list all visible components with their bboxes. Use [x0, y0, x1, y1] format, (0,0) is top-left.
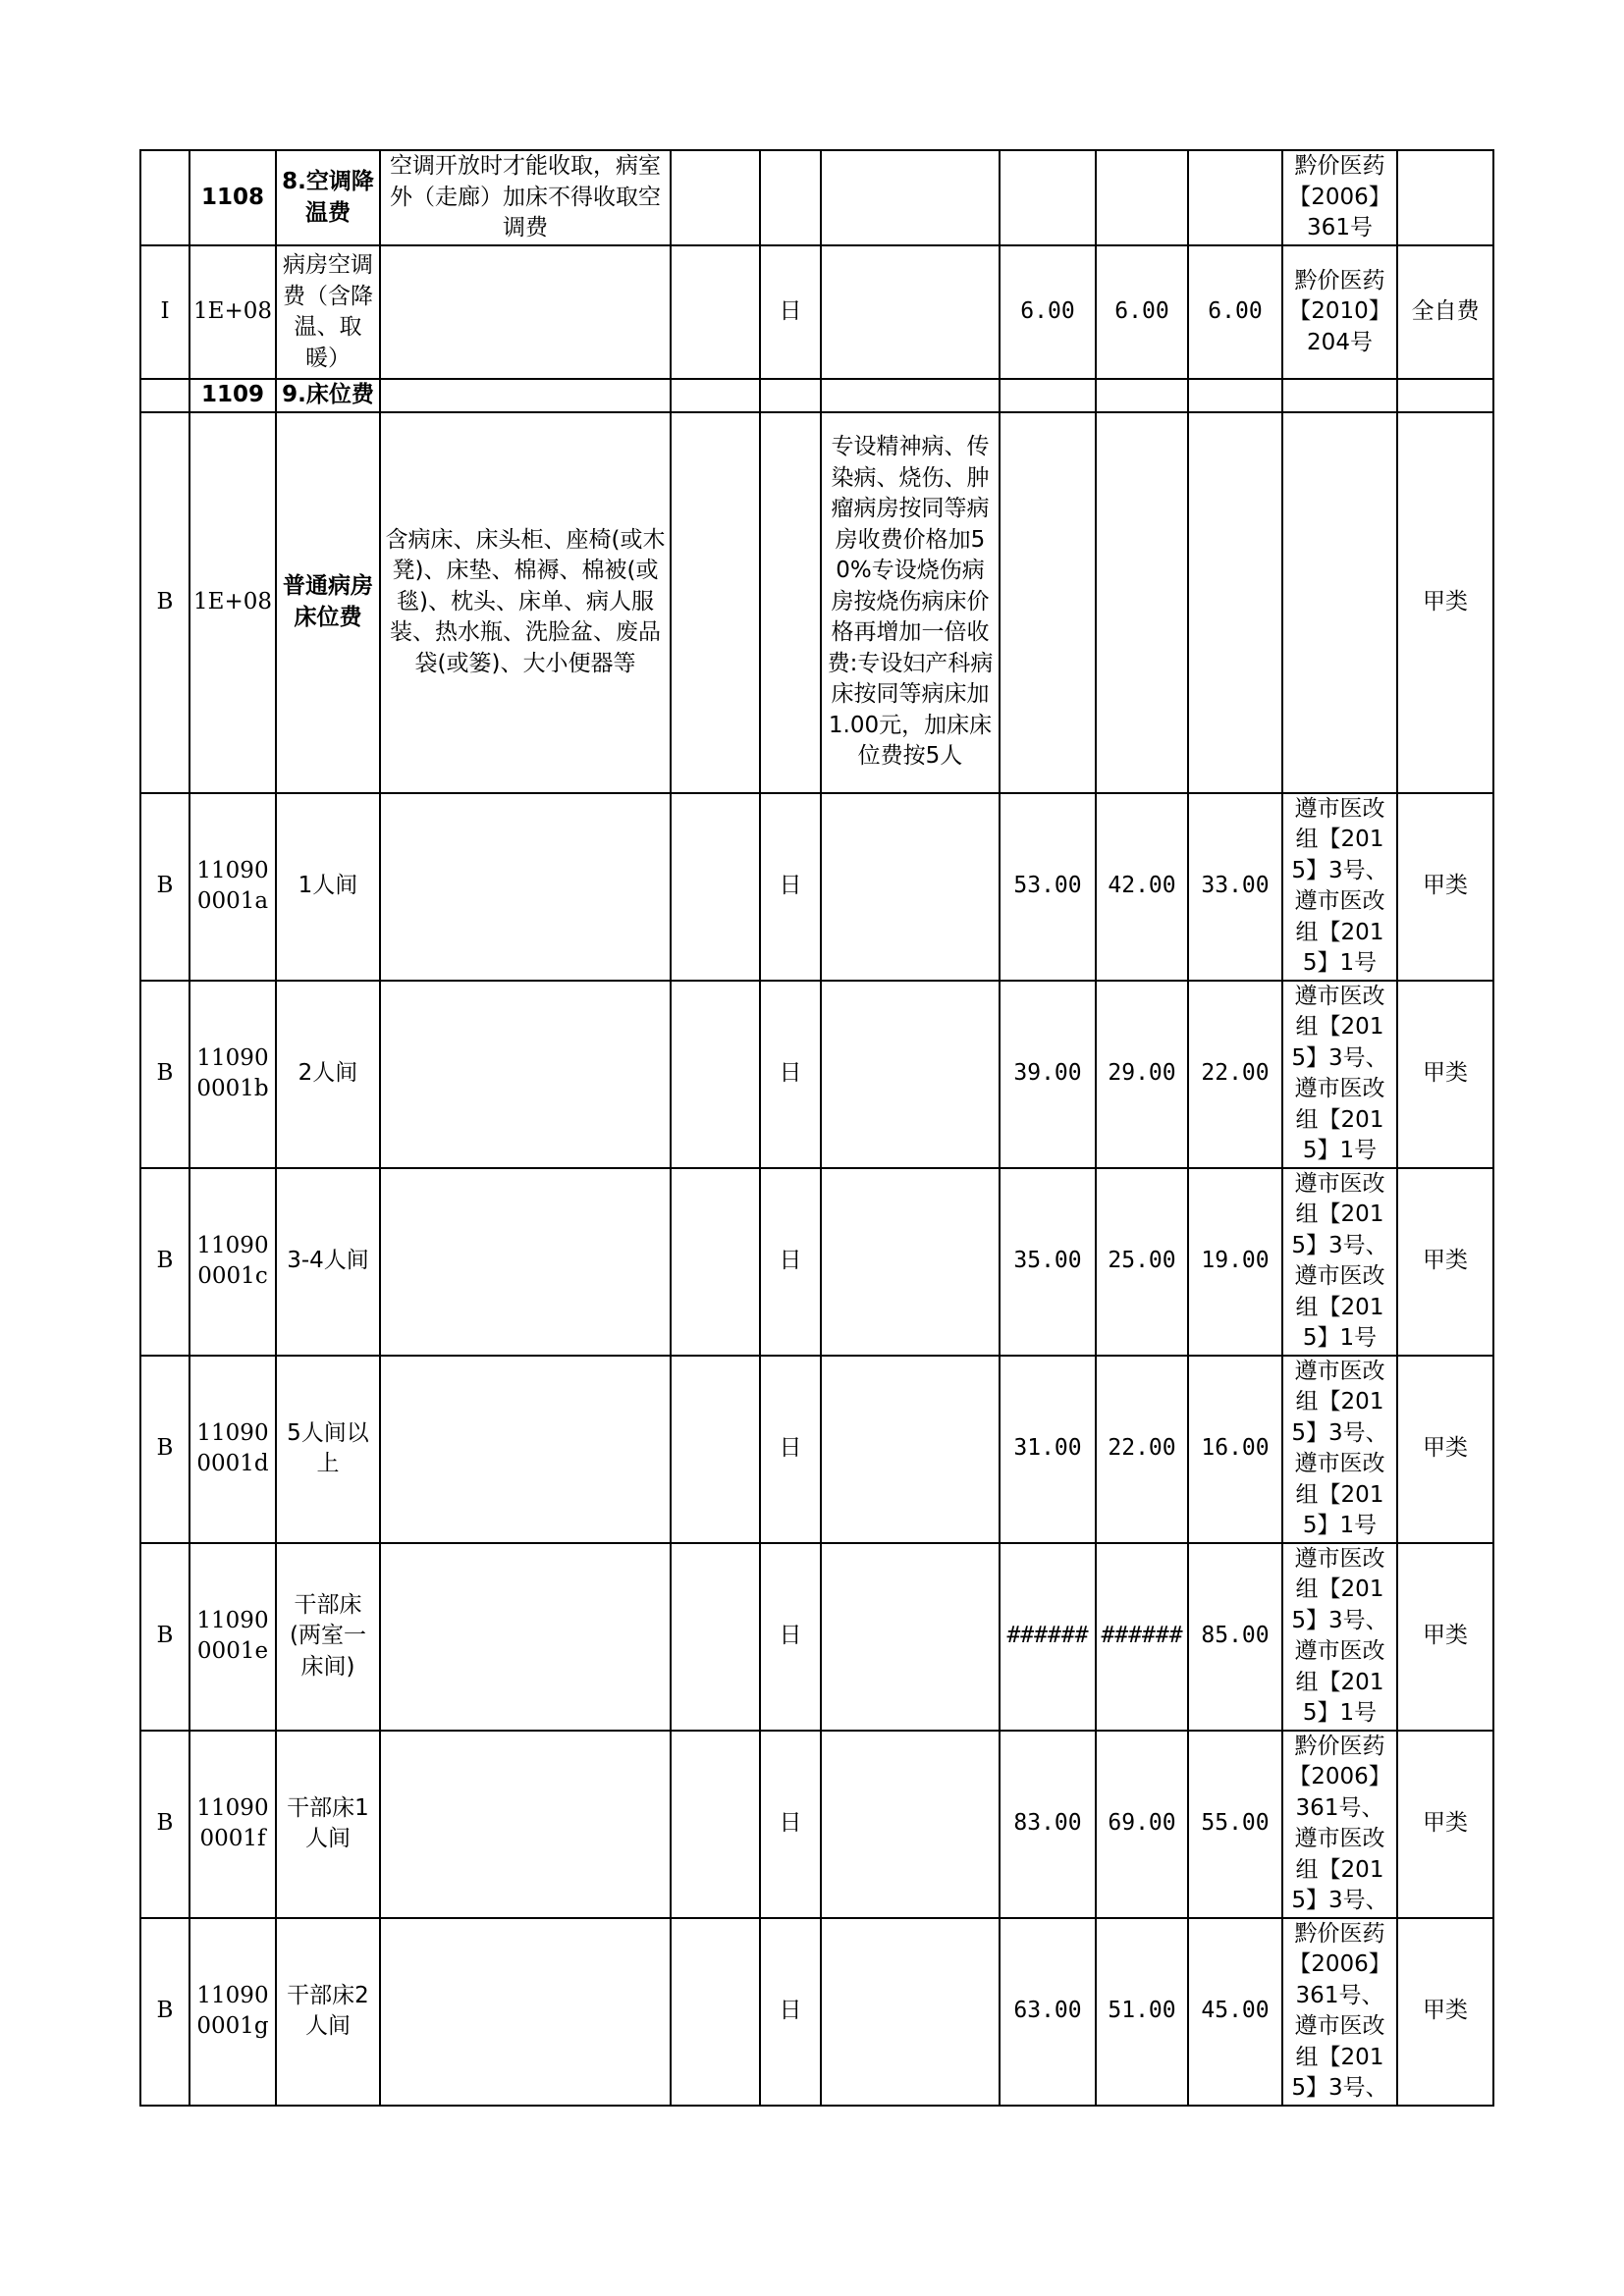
- content-cell: 空调开放时才能收取，病室外（走廊）加床不得收取空调费: [380, 150, 671, 245]
- code-cell: 1E+08: [189, 412, 276, 793]
- item-name-cell: 8.空调降温费: [276, 150, 380, 245]
- exclude-cell: [671, 1543, 760, 1731]
- item-name-cell: 1人间: [276, 793, 380, 981]
- basis-cell: [1282, 412, 1397, 793]
- item-name-cell: 9.床位费: [276, 379, 380, 412]
- note-cell: [821, 981, 1000, 1168]
- content-cell: 含病床、床头柜、座椅(或木凳)、床垫、棉褥、棉被(或毯)、枕头、床单、病人服装、热水瓶、洗脸盆、废品袋(或篓)、大小便器等: [380, 412, 671, 793]
- unit-cell: 日: [760, 1356, 821, 1543]
- exclude-cell: [671, 1356, 760, 1543]
- category-cell: B: [140, 1731, 189, 1918]
- note-cell: [821, 1918, 1000, 2106]
- category-cell: B: [140, 1918, 189, 2106]
- price-level-2-cell: 25.00: [1096, 1168, 1188, 1356]
- content-cell: [380, 379, 671, 412]
- basis-cell: 遵市医改组【2015】3号、遵市医改组【2015】1号: [1282, 981, 1397, 1168]
- exclude-cell: [671, 981, 760, 1168]
- insurance-cell: 全自费: [1397, 245, 1493, 379]
- basis-cell: 遵市医改组【2015】3号、遵市医改组【2015】1号: [1282, 1356, 1397, 1543]
- content-cell: [380, 1168, 671, 1356]
- price-level-3-cell: 16.00: [1188, 1356, 1282, 1543]
- note-cell: [821, 1543, 1000, 1731]
- exclude-cell: [671, 1168, 760, 1356]
- code-cell: 1109: [189, 379, 276, 412]
- insurance-cell: 甲类: [1397, 1168, 1493, 1356]
- price-level-2-cell: 51.00: [1096, 1918, 1188, 2106]
- item-name-cell: 干部床1人间: [276, 1731, 380, 1918]
- exclude-cell: [671, 793, 760, 981]
- category-cell: [140, 150, 189, 245]
- code-cell: 110900001a: [189, 793, 276, 981]
- category-cell: B: [140, 1356, 189, 1543]
- code-cell: 1108: [189, 150, 276, 245]
- price-level-3-cell: 33.00: [1188, 793, 1282, 981]
- category-cell: B: [140, 1543, 189, 1731]
- category-cell: [140, 379, 189, 412]
- basis-cell: 黔价医药【2006】361号: [1282, 150, 1397, 245]
- unit-cell: [760, 412, 821, 793]
- basis-cell: 黔价医药【2006】361号、遵市医改组【2015】3号、: [1282, 1731, 1397, 1918]
- item-name-cell: 干部床2人间: [276, 1918, 380, 2106]
- price-level-2-cell: 22.00: [1096, 1356, 1188, 1543]
- price-level-2-cell: 6.00: [1096, 245, 1188, 379]
- code-cell: 1E+08: [189, 245, 276, 379]
- note-cell: [821, 1356, 1000, 1543]
- price-level-1-cell: 31.00: [1000, 1356, 1096, 1543]
- item-name-cell: 3-4人间: [276, 1168, 380, 1356]
- basis-cell: 遵市医改组【2015】3号、遵市医改组【2015】1号: [1282, 793, 1397, 981]
- table-row: [140, 1918, 1493, 2106]
- basis-cell: 遵市医改组【2015】3号、遵市医改组【2015】1号: [1282, 1168, 1397, 1356]
- basis-cell: [1282, 379, 1397, 412]
- note-cell: [821, 1168, 1000, 1356]
- table-row: [140, 1731, 1493, 1918]
- insurance-cell: 甲类: [1397, 981, 1493, 1168]
- category-cell: B: [140, 981, 189, 1168]
- price-level-2-cell: ######: [1096, 1543, 1188, 1731]
- price-level-1-cell: [1000, 150, 1096, 245]
- code-cell: 110900001c: [189, 1168, 276, 1356]
- category-cell: B: [140, 1168, 189, 1356]
- price-level-1-cell: [1000, 412, 1096, 793]
- price-level-3-cell: [1188, 412, 1282, 793]
- price-level-2-cell: 69.00: [1096, 1731, 1188, 1918]
- category-cell: B: [140, 412, 189, 793]
- exclude-cell: [671, 1731, 760, 1918]
- content-cell: [380, 981, 671, 1168]
- price-level-3-cell: 55.00: [1188, 1731, 1282, 1918]
- insurance-cell: 甲类: [1397, 1918, 1493, 2106]
- price-level-2-cell: [1096, 379, 1188, 412]
- code-cell: 110900001b: [189, 981, 276, 1168]
- unit-cell: 日: [760, 1731, 821, 1918]
- price-table: [139, 149, 1494, 2107]
- unit-cell: 日: [760, 1168, 821, 1356]
- price-level-3-cell: 85.00: [1188, 1543, 1282, 1731]
- table-row: [140, 245, 1493, 379]
- note-cell: [821, 793, 1000, 981]
- exclude-cell: [671, 150, 760, 245]
- insurance-cell: 甲类: [1397, 1543, 1493, 1731]
- price-level-1-cell: 35.00: [1000, 1168, 1096, 1356]
- insurance-cell: 甲类: [1397, 1356, 1493, 1543]
- price-level-2-cell: 42.00: [1096, 793, 1188, 981]
- note-cell: [821, 379, 1000, 412]
- table-row: [140, 379, 1493, 412]
- unit-cell: 日: [760, 1543, 821, 1731]
- table-row: [140, 981, 1493, 1168]
- price-level-2-cell: [1096, 412, 1188, 793]
- content-cell: [380, 245, 671, 379]
- item-name-cell: 病房空调费（含降温、取暖）: [276, 245, 380, 379]
- content-cell: [380, 1918, 671, 2106]
- price-level-3-cell: 45.00: [1188, 1918, 1282, 2106]
- price-level-2-cell: 29.00: [1096, 981, 1188, 1168]
- item-name-cell: 干部床(两室一床间): [276, 1543, 380, 1731]
- insurance-cell: 甲类: [1397, 793, 1493, 981]
- price-level-3-cell: 6.00: [1188, 245, 1282, 379]
- price-level-3-cell: [1188, 379, 1282, 412]
- category-cell: B: [140, 793, 189, 981]
- table-row: [140, 1168, 1493, 1356]
- table-row: [140, 412, 1493, 793]
- unit-cell: 日: [760, 245, 821, 379]
- insurance-cell: [1397, 150, 1493, 245]
- basis-cell: 黔价医药【2010】204号: [1282, 245, 1397, 379]
- exclude-cell: [671, 245, 760, 379]
- price-level-3-cell: [1188, 150, 1282, 245]
- basis-cell: 黔价医药【2006】361号、遵市医改组【2015】3号、: [1282, 1918, 1397, 2106]
- exclude-cell: [671, 1918, 760, 2106]
- price-level-1-cell: 63.00: [1000, 1918, 1096, 2106]
- exclude-cell: [671, 379, 760, 412]
- content-cell: [380, 1543, 671, 1731]
- code-cell: 110900001g: [189, 1918, 276, 2106]
- basis-cell: 遵市医改组【2015】3号、遵市医改组【2015】1号: [1282, 1543, 1397, 1731]
- exclude-cell: [671, 412, 760, 793]
- note-cell: [821, 1731, 1000, 1918]
- table-row: [140, 793, 1493, 981]
- price-level-1-cell: 53.00: [1000, 793, 1096, 981]
- unit-cell: 日: [760, 981, 821, 1168]
- unit-cell: 日: [760, 793, 821, 981]
- insurance-cell: [1397, 379, 1493, 412]
- unit-cell: [760, 379, 821, 412]
- unit-cell: [760, 150, 821, 245]
- price-level-1-cell: 83.00: [1000, 1731, 1096, 1918]
- code-cell: 110900001e: [189, 1543, 276, 1731]
- table-row: [140, 1356, 1493, 1543]
- note-cell: [821, 245, 1000, 379]
- code-cell: 110900001d: [189, 1356, 276, 1543]
- price-level-1-cell: 6.00: [1000, 245, 1096, 379]
- price-level-2-cell: [1096, 150, 1188, 245]
- note-cell: [821, 150, 1000, 245]
- unit-cell: 日: [760, 1918, 821, 2106]
- insurance-cell: 甲类: [1397, 1731, 1493, 1918]
- content-cell: [380, 1356, 671, 1543]
- code-cell: 110900001f: [189, 1731, 276, 1918]
- price-level-1-cell: 39.00: [1000, 981, 1096, 1168]
- insurance-cell: 甲类: [1397, 412, 1493, 793]
- price-level-1-cell: ######: [1000, 1543, 1096, 1731]
- table-row: [140, 150, 1493, 245]
- note-cell: 专设精神病、传染病、烧伤、肿瘤病房按同等病房收费价格加50%专设烧伤病房按烧伤病床价格再增加一倍收费:专设妇产科病床按同等病床加1.00元，加床床位费按5人: [821, 412, 1000, 793]
- content-cell: [380, 793, 671, 981]
- item-name-cell: 普通病房床位费: [276, 412, 380, 793]
- price-level-1-cell: [1000, 379, 1096, 412]
- table-row: [140, 1543, 1493, 1731]
- category-cell: I: [140, 245, 189, 379]
- item-name-cell: 5人间以上: [276, 1356, 380, 1543]
- price-level-3-cell: 19.00: [1188, 1168, 1282, 1356]
- content-cell: [380, 1731, 671, 1918]
- price-level-3-cell: 22.00: [1188, 981, 1282, 1168]
- item-name-cell: 2人间: [276, 981, 380, 1168]
